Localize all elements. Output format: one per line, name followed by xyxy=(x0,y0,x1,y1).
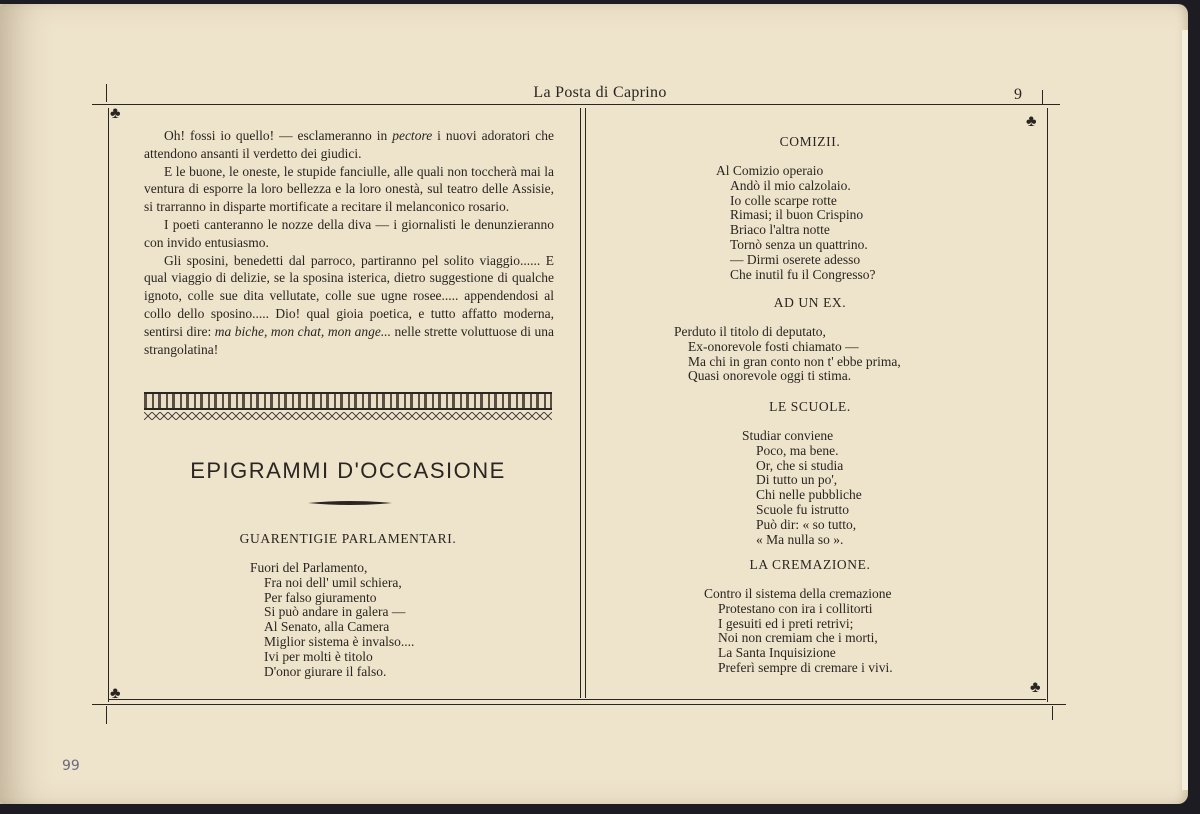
poem-line: Preferì sempre di cremare i vivi. xyxy=(718,659,893,675)
italic-run: ma biche, mon chat, mon ange... xyxy=(214,323,391,339)
poem-line: Noi non cremiam che i morti, xyxy=(718,630,878,646)
poem-line: Può dir: « so tutto, xyxy=(756,516,857,532)
poem-cremazione xyxy=(704,587,893,676)
poem-title: LE SCUOLE. xyxy=(769,399,851,414)
poem-line: « Ma nulla so ». xyxy=(756,531,844,547)
poem-ad-un-ex xyxy=(674,325,901,384)
poem-line: Perduto il titolo di deputato, xyxy=(674,324,826,339)
poem-line: Ex-onorevole fosti chiamato — xyxy=(688,338,859,354)
poem-line: Tornò senza un quattrino. xyxy=(730,236,868,252)
header-tick-left xyxy=(106,84,107,102)
text-run: Oh! fossi io quello! — esclameranno in xyxy=(164,128,393,143)
footer-rule xyxy=(92,704,1066,705)
poem-line: Che inutil fu il Congresso? xyxy=(730,266,876,282)
poem-line: Scuole fu istrutto xyxy=(756,501,849,517)
poem-comizii xyxy=(716,164,876,282)
poem-title: COMIZII. xyxy=(779,134,841,149)
poem-line: Chi nelle pubbliche xyxy=(756,487,862,503)
poem-line: Briaco l'altra notte xyxy=(730,222,830,238)
margin-note: 99 xyxy=(62,758,80,774)
poem-line: Andò il mio calzolaio. xyxy=(730,177,851,193)
italic-run: pectore xyxy=(392,128,433,143)
header-tick-right xyxy=(1042,90,1043,104)
text-run: nelle strette voluttuose di una strangolatina! xyxy=(144,323,554,357)
frame-bottom-rule xyxy=(108,699,1046,700)
poem-guarentigie xyxy=(250,561,414,679)
poem-line: Ivi per molti è titolo xyxy=(264,648,373,664)
section-title: EPIGRAMMI D'OCCASIONE xyxy=(190,458,506,483)
poem-line: D'onor giurare il falso. xyxy=(264,663,387,679)
poem-line: Al Comizio operaio xyxy=(716,163,824,178)
footer-tick-right xyxy=(1052,706,1053,720)
decorative-band xyxy=(144,392,552,410)
club-ornament-icon: ♣ xyxy=(110,105,121,122)
text-run: I poeti canteranno le nozze della diva — i giornalisti le denunzieranno con invido entusiasmo. xyxy=(144,216,554,250)
prose-paragraph xyxy=(144,216,554,252)
poem-line: Di tutto un po', xyxy=(756,472,838,488)
running-head: La Posta di Caprino xyxy=(533,84,667,101)
poem-line: I gesuiti ed i preti retrivi; xyxy=(718,615,854,631)
poem-line: Poco, ma bene. xyxy=(756,442,839,458)
club-ornament-icon: ♣ xyxy=(1030,679,1041,696)
prose-text xyxy=(144,127,554,358)
poem-line: Studiar conviene xyxy=(742,428,834,443)
poem-title: AD UN EX. xyxy=(773,295,847,310)
prose-paragraph xyxy=(144,252,554,359)
poem-title: LA CREMAZIONE. xyxy=(749,557,871,572)
poem-line: Protestano con ira i collitorti xyxy=(718,600,873,616)
poem-title: GUARENTIGIE PARLAMENTARI. xyxy=(239,531,457,546)
header-rule xyxy=(92,104,1060,105)
poem-line: Si può andare in galera — xyxy=(264,604,406,620)
poem-le-scuole xyxy=(742,429,862,547)
poem-line: Quasi onorevole oggi ti stima. xyxy=(688,368,852,384)
poem-line: Rimasi; il buon Crispino xyxy=(730,207,864,223)
poem-line: Fra noi dell' umil schiera, xyxy=(264,574,402,590)
club-ornament-icon: ♣ xyxy=(1026,113,1037,130)
poem-line: Al Senato, alla Camera xyxy=(264,619,390,635)
text-run: Gli sposini, benedetti dal parroco, partiranno pel solito viaggio...... E qual viaggio di delizie, se la sposina isterica, dietro suggestione di qualche ignoto, colle sue dita vellutate, colle sue ugne rosee..... appendendosi al collo dello sposino..... Dio! qual gioia poetica, e tutto affatto moderna, sentirsi dire: xyxy=(144,252,554,339)
prose-paragraph xyxy=(144,163,554,216)
text-run: i nuovi adoratori che attendono ansanti il verdetto dei giudici. xyxy=(144,128,555,161)
text-run: E le buone, le oneste, le stupide fanciulle, alle quali non toccherà mai la ventura di esporre la loro bellezza e la loro onestà, sul teatro delle Assisie, si trarranno in disparte mortificate a recitare il melanconico rosario. xyxy=(144,163,554,215)
club-ornament-icon: ♣ xyxy=(110,685,121,702)
prose-paragraph xyxy=(144,127,554,163)
title-swash-ornament xyxy=(308,500,392,506)
poem-line: Fuori del Parlamento, xyxy=(250,560,368,575)
poem-line: — Dirmi oserete adesso xyxy=(730,251,861,267)
column-divider xyxy=(580,108,586,698)
page-edge xyxy=(1182,30,1188,790)
decorative-zigzag xyxy=(144,412,552,420)
poem-line: Io colle scarpe rotte xyxy=(730,192,837,208)
poem-line: Ma chi in gran conto non t' ebbe prima, xyxy=(688,353,901,369)
poem-line: Per falso giuramento xyxy=(264,589,377,605)
poem-line: La Santa Inquisizione xyxy=(718,645,836,661)
poem-line: Or, che si studia xyxy=(756,457,844,473)
poem-line: Contro il sistema della cremazione xyxy=(704,586,892,601)
page-number: 9 xyxy=(1014,86,1022,103)
poem-line: Miglior sistema è invalso.... xyxy=(264,633,415,649)
footer-tick-left xyxy=(106,706,107,724)
